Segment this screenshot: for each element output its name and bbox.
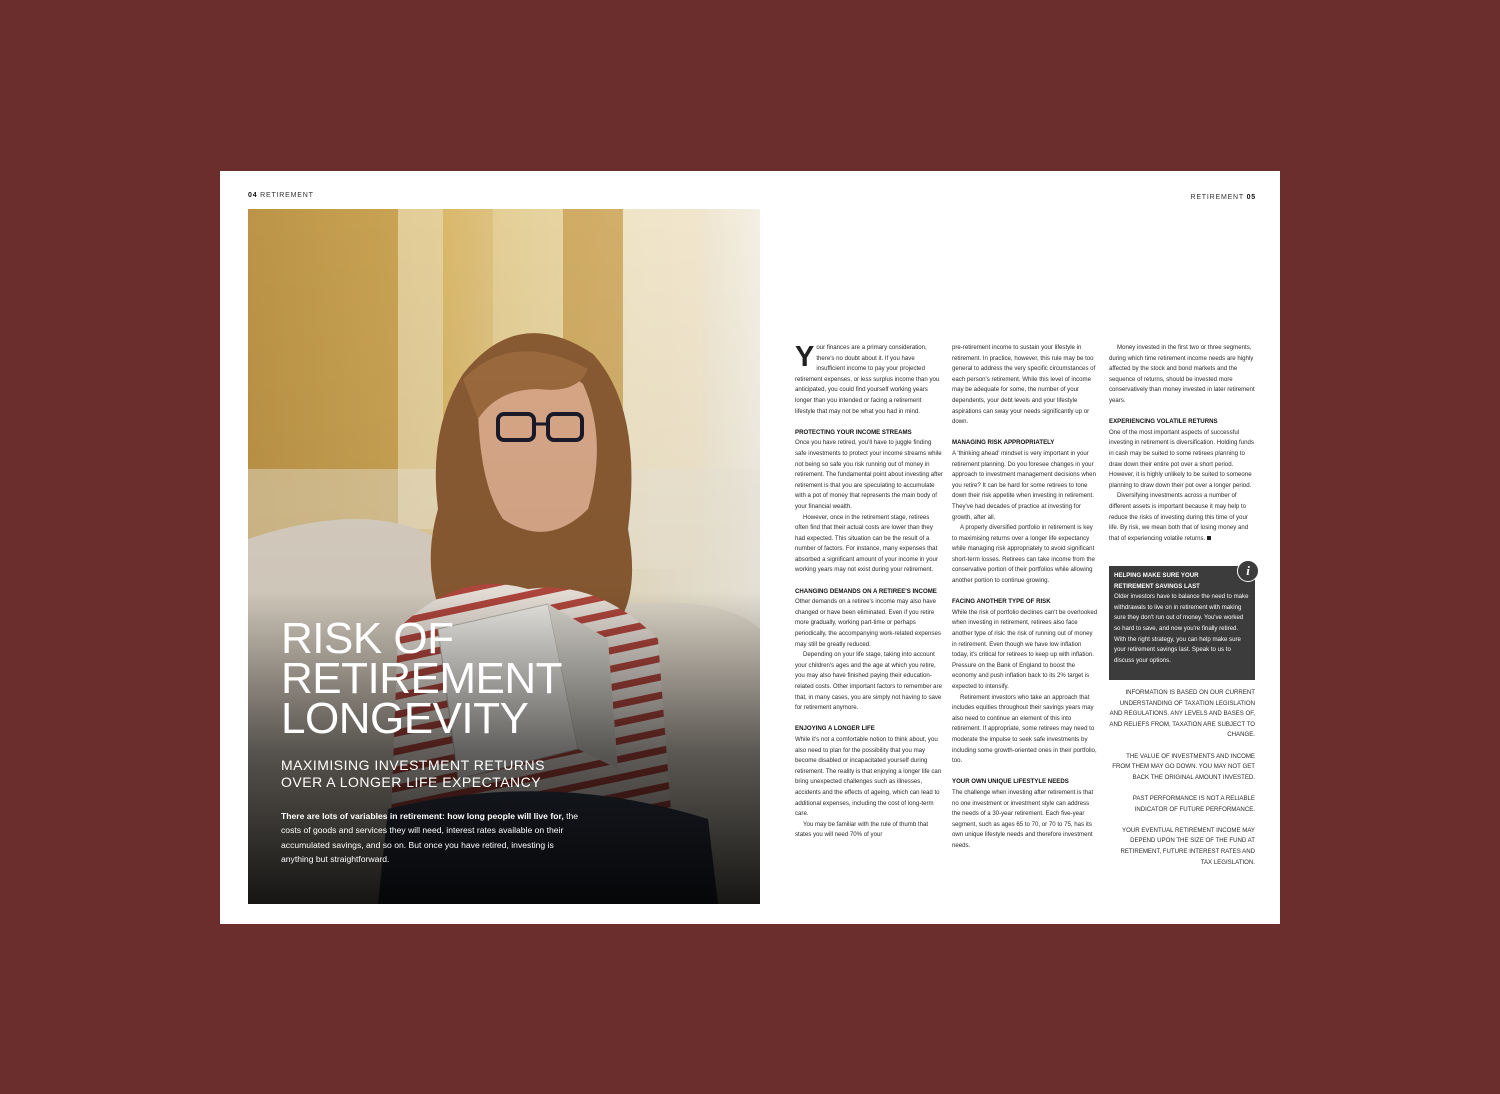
end-of-article-mark — [1207, 536, 1211, 540]
article-paragraph: A 'thinking ahead' mindset is very important in your retirement planning. Do you foresee changes in your approach to investment management decisions when you retire? It can be hard for some retirees to tone down their risk appetite when investing in retirement. They've had decades of practice at investing for growth, after all. — [952, 449, 1096, 521]
article-paragraph: Other demands on a retiree's income may also have changed or have been eliminated. Even if you retire more gradually, working part-time or perhaps periodically, the accompanying work-related expenses may still be greatly reduced. — [795, 598, 941, 648]
article-subtitle — [281, 757, 741, 791]
page-folio-right — [1190, 194, 1256, 201]
drop-cap: Y — [795, 341, 815, 373]
section-label-left: RETIREMENT — [260, 192, 314, 199]
article-column-3 — [1109, 343, 1256, 544]
article-paragraph: Money invested in the first two or three segments, during which time retirement income needs are highly affected by the stock and bond markets and the sequence of returns, should be invested more conservatively than money invested in later retirement years. — [1109, 344, 1255, 404]
article-paragraph: Once you have retired, you'll have to juggle finding safe investments to protect your income streams while not being so safe you risk running out of money in retirement. The fundamental point about investing after retirement is that you are speculating to accumulate with a pot of money that represents the main body of your financial wealth. — [795, 439, 943, 510]
info-box — [1109, 566, 1255, 680]
section-heading: FACING ANOTHER TYPE OF RISK — [952, 598, 1051, 606]
section-heading: YOUR OWN UNIQUE LIFESTYLE NEEDS — [952, 778, 1069, 786]
article-paragraph — [1109, 491, 1256, 544]
title-line: LONGEVITY — [281, 694, 529, 743]
heading-line: HELPING MAKE SURE YOUR — [1114, 572, 1199, 579]
section-heading: EXPERIENCING VOLATILE RETURNS — [1109, 418, 1218, 426]
magazine-spread — [220, 171, 1280, 924]
section-heading: CHANGING DEMANDS ON A RETIREE'S INCOME — [795, 587, 937, 595]
disclaimers — [1109, 688, 1255, 879]
article-column-1 — [795, 343, 943, 841]
disclaimer-text: PAST PERFORMANCE IS NOT A RELIABLE INDICATOR OF FUTURE PERFORMANCE. — [1132, 794, 1255, 813]
page-number-right: 05 — [1246, 194, 1256, 201]
title-line: RISK OF — [281, 614, 454, 663]
info-box-heading — [1114, 571, 1250, 592]
intro-rest: the costs of goods and services they will need, interest rates available on their accumulated savings, and so on. But once you have retired, investing is anything but straightforward. — [281, 811, 579, 864]
title-line: RETIREMENT — [281, 654, 562, 703]
hero-photo — [248, 209, 760, 904]
disclaimer-text: YOUR EVENTUAL RETIREMENT INCOME MAY DEPEND UPON THE SIZE OF THE FUND AT RETIREMENT, FUTURE INTEREST RATES AND TAX LEGISLATION. — [1120, 826, 1255, 866]
page-folio-left — [248, 192, 314, 199]
article-paragraph: While the risk of portfolio declines can't be overlooked when investing in retirement, retirees also face another type of risk: the risk of running out of money in retirement. Even though we have low inflation today, it's critical for retirees to keep up with inflation. Pressure on the Bank of England to boost the economy and push inflation back to its 2% target is expected to intensify. — [952, 608, 1098, 690]
article-paragraph: You may be familiar with the rule of thumb that states you will need 70% of your — [795, 820, 929, 839]
disclaimer-text: INFORMATION IS BASED ON OUR CURRENT UNDERSTANDING OF TAXATION LEGISLATION AND REGULATIONS. ANY LEVELS AND BASES OF, AND RELIEFS FROM, TAXATION ARE SUBJECT TO CHANGE. — [1109, 689, 1255, 739]
section-label-right: RETIREMENT — [1190, 194, 1244, 201]
article-paragraph: pre-retirement income to sustain your lifestyle in retirement. In practice, however, this rule may be too general to address the very specific circumstances of each person's retirement. While this level of income may be adequate for some, the number of your dependents, your debt levels and your lifestyle aspirations can sway your needs significantly up or down. — [952, 344, 1096, 426]
paragraph-text: our finances are a primary consideration, there's no doubt about it. If you have insufficient income to pay your projected retirement expenses, or less surplus income than you anticipated, you could find yourself working years longer than you intended or facing a retirement lifestyle that may not be what you had in mind. — [795, 344, 940, 415]
heading-line: RETIREMENT SAVINGS LAST — [1114, 582, 1200, 590]
section-heading: ENJOYING A LONGER LIFE — [795, 725, 875, 733]
page-number-left: 04 — [248, 192, 258, 199]
article-intro — [281, 809, 581, 866]
article-paragraph: Depending on your life stage, taking into account your children's ages and the age at which you retire, you may also have finished paying their education-related costs. Other important factors to remember are that, in many cases, you are simply not having to save for retirement anymore. — [795, 651, 942, 712]
section-heading: PROTECTING YOUR INCOME STREAMS — [795, 428, 912, 436]
article-paragraph: The challenge when investing after retirement is that no one investment or investment style can address the needs of a 30-year retirement. Each five-year segment, such as ages 65 to 70, or 70 to 75, has its own unique lifestyle needs and therefore investment needs. — [952, 788, 1094, 849]
article-paragraph: One of the most important aspects of successful investing in retirement is diversification. Holding funds in cash may be suited to some retirees planning to draw down their entire pot over a short period. However, it is highly unlikely to be suited to someone planning to draw down their pot over a longer period. — [1109, 428, 1254, 489]
intro-bold: There are lots of variables in retirement: how long people will live for, — [281, 811, 564, 821]
disclaimer-text: THE VALUE OF INVESTMENTS AND INCOME FROM THEM MAY GO DOWN. YOU MAY NOT GET BACK THE ORIGINAL AMOUNT INVESTED. — [1112, 752, 1255, 781]
article-paragraph — [795, 343, 943, 417]
subtitle-line: OVER A LONGER LIFE EXPECTANCY — [281, 774, 542, 790]
article-paragraph: However, once in the retirement stage, retirees often find that their actual costs are lower than they had expected. This situation can be the result of a number of factors. For instance, many expenses that absorbed a significant amount of your income in your working years may not exist during your retirement. — [795, 513, 938, 574]
info-icon: i — [1237, 560, 1259, 582]
paragraph-text: Diversifying investments across a number of different assets is important because it may help to reduce the risks of investing during this time of your life. By risk, we mean both that of losing money and that of experiencing volatile returns. — [1109, 492, 1249, 542]
subtitle-line: MAXIMISING INVESTMENT RETURNS — [281, 757, 545, 773]
section-heading: MANAGING RISK APPROPRIATELY — [952, 439, 1055, 447]
article-paragraph: Retirement investors who take an approach that includes equities throughout their savings years may also need to continue an element of this into retirement. If appropriate, some retirees may need to moderate the impulse to seek safe investments by including some growth-oriented ones in their portfolio, too. — [952, 693, 1097, 765]
article-paragraph: While it's not a comfortable notion to think about, you also need to plan for the possibility that you may become disabled or incapacitated yourself during retirement. The reality is that enjoying a longer life can bring unexpected challenges such as illnesses, accidents and the effects of ageing, which can lead to additional expenses, including the cost of long-term care. — [795, 735, 942, 818]
info-box-body: Older investors have to balance the need to make withdrawals to live on in retirement with making sure they don't run out of money. You've worked so hard to save, and now you're finally retired. With the right strategy, you can help make sure your retirement savings last. Speak to us to discuss your options. — [1114, 593, 1249, 664]
article-column-2 — [952, 343, 1098, 852]
article-title — [281, 614, 741, 743]
article-paragraph: A properly diversified portfolio in retirement is key to maximising returns over a longer life expectancy while managing risk appropriately to avoid significant short-term losses. Retirees can take income from the conservative portion of their portfolios while allowing another portion to continue growing. — [952, 524, 1095, 585]
hero-text-block — [281, 614, 741, 875]
